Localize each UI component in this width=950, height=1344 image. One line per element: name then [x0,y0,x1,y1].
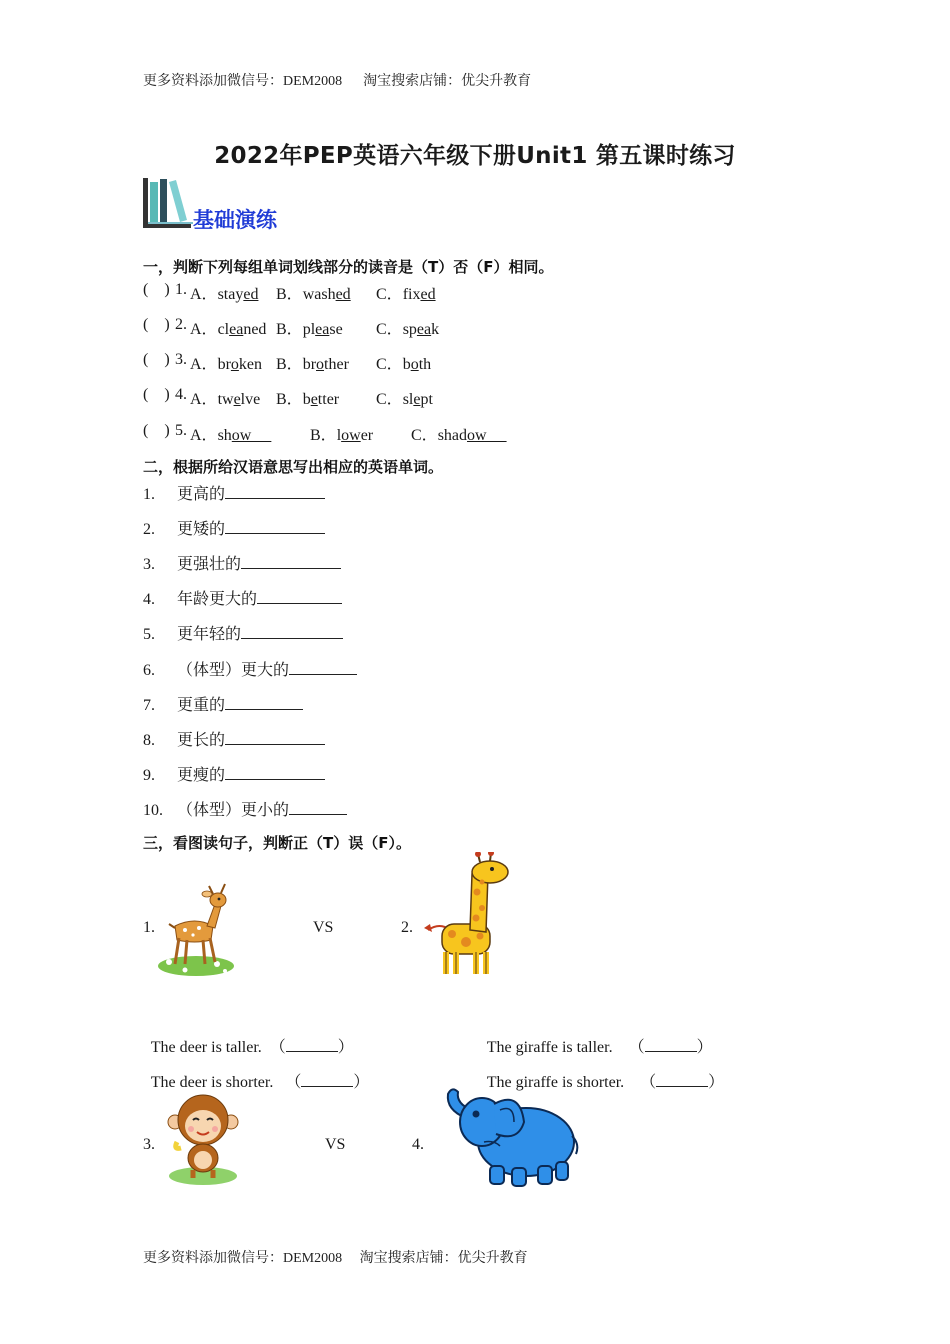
option-a [190,351,262,374]
underlined-part: ea [416,321,432,338]
chinese-prompt: 更重的 [177,696,226,714]
chinese-prompt: 更强壮的 [177,556,242,574]
word-part: lve [240,391,261,408]
word-part: wash [302,286,336,303]
word-part: ned [243,321,267,338]
underlined-part: e [233,391,241,408]
option-c [376,386,433,409]
option-letter: A． [190,427,218,444]
underlined-part: ed [335,286,351,303]
option-c [376,316,439,339]
word-part: pl [302,321,316,338]
option-letter: A． [190,391,218,408]
underlined-part: ow [341,427,361,444]
chinese-prompt: 更长的 [177,731,226,749]
question-number: 6. [143,661,155,679]
deer-image [155,880,237,980]
word-part: tter [317,391,340,408]
word-part: br [302,356,317,373]
question-number: 10. [143,801,163,819]
section-banner-title: 基础演练 [193,208,277,232]
word-part: ther [324,356,349,373]
answer-blank[interactable] [645,1037,697,1052]
question-number: 8. [143,731,155,749]
paren-open: （ [285,1074,302,1091]
word-part: sp [402,321,417,338]
word-part: cl [217,321,230,338]
sentence-text: The deer is shorter. [150,1074,274,1091]
paren-open: （ [640,1074,657,1091]
paren-close: ） [353,1074,370,1091]
answer-blank[interactable] [241,624,343,639]
underlined-part: ow [467,427,507,444]
vocab-question-row [143,516,325,539]
option-a [190,422,271,445]
section3-heading: 三，看图读句子，判断正（T）误（F）。 [143,834,411,852]
paren-close: ） [337,1039,354,1056]
question-number: 5. [175,422,187,439]
option-letter: A． [190,286,218,303]
option-letter: A． [190,321,218,338]
option-letter: A． [190,356,218,373]
option-letter: B． [310,427,337,444]
answer-paren[interactable]: ( ) [143,316,170,333]
word-part: fix [402,286,421,303]
chinese-prompt: 更年轻的 [177,626,242,644]
vocab-question-row [143,481,325,504]
answer-paren[interactable]: ( ) [143,351,170,368]
paren-close: ） [708,1074,725,1091]
sentence-deer-shorter [143,1051,369,1092]
question-number: 5. [143,626,155,644]
header-note: 更多资料添加微信号：DEM2008 淘宝搜索店铺：优尖升教育 [143,74,532,89]
vocab-question-row [143,727,325,750]
answer-paren[interactable]: ( ) [143,422,170,439]
answer-paren[interactable]: ( ) [143,281,170,298]
question-number: 3. [175,351,187,368]
word-part: stay [217,286,244,303]
vocab-question-row [143,692,303,715]
option-b [310,422,373,445]
vocab-question-row [143,621,343,644]
word-part: b [302,391,311,408]
option-letter: B． [276,391,303,408]
question-number: 1. [143,486,155,503]
answer-blank[interactable] [289,660,357,675]
option-letter: B． [276,286,303,303]
vocab-question-row [143,797,347,820]
underlined-part: ea [229,321,244,338]
word-part: ken [238,356,262,373]
giraffe-image [420,852,520,980]
underlined-part: o [230,356,239,373]
versus-label-2: VS [325,1136,346,1153]
option-b [276,351,349,374]
option-letter: C． [411,427,438,444]
question-number: 4. [143,591,155,609]
chinese-prompt: 更矮的 [177,521,226,539]
vocab-question-row [143,657,357,680]
word-part: tw [217,391,234,408]
section2-heading: 二，根据所给汉语意思写出相应的英语单词。 [143,458,444,476]
option-a [190,316,266,339]
word-part: br [217,356,231,373]
chinese-prompt: 年龄更大的 [177,591,258,609]
underlined-part: ed [420,286,436,303]
answer-blank[interactable] [286,1037,338,1052]
word-part: se [329,321,343,338]
footer-note: 更多资料添加微信号：DEM2008 淘宝搜索店铺：优尖升教育 [143,1251,528,1266]
sentence-text: The giraffe is shorter. [486,1074,625,1091]
answer-blank[interactable] [225,695,303,710]
paren-open: （ [628,1039,645,1056]
option-a [190,281,258,304]
option-letter: C． [376,321,403,338]
sentence-text: The giraffe is taller. [486,1039,613,1056]
answer-blank[interactable] [301,1072,353,1087]
paren-close: ） [696,1039,713,1056]
option-b [276,281,351,304]
vocab-question-row [143,586,342,609]
underlined-part: o [316,356,325,373]
option-letter: B． [276,356,303,373]
word-part: b [402,356,411,373]
option-c [376,281,436,304]
word-part: sh [217,427,232,444]
paren-open: （ [269,1039,286,1056]
monkey-image [165,1092,241,1188]
word-part: k [431,321,440,338]
word-part: er [360,427,374,444]
option-b [276,316,343,339]
answer-blank[interactable] [225,519,325,534]
answer-blank[interactable] [225,730,325,745]
picture-number-2: 2. [401,919,413,936]
answer-blank[interactable] [241,554,341,569]
chinese-prompt: 更高的 [177,486,226,503]
vocab-question-row [143,762,325,785]
underlined-part: ea [315,321,330,338]
sentence-text: The deer is taller. [150,1039,262,1056]
option-letter: C． [376,356,403,373]
page-title: 2022年PEP英语六年级下册Unit1 第五课时练习 [214,143,736,169]
word-part: shad [437,427,468,444]
answer-blank[interactable] [225,484,325,499]
section1-heading: 一，判断下列每组单词划线部分的读音是（T）否（F）相同。 [143,258,554,276]
question-number: 3. [143,556,155,574]
vocab-question-row [143,551,341,574]
picture-number-1: 1. [143,919,155,936]
underlined-part: ed [243,286,259,303]
option-letter: C． [376,391,403,408]
option-c [411,422,507,445]
underlined-part: ow [231,427,272,444]
chinese-prompt: （体型）更大的 [177,661,290,679]
answer-blank[interactable] [656,1072,708,1087]
underlined-part: e [310,391,318,408]
question-number: 4. [175,386,187,403]
picture-number-4: 4. [412,1136,424,1153]
picture-number-3: 3. [143,1136,155,1153]
option-a [190,386,260,409]
question-number: 2. [175,316,187,333]
answer-paren[interactable]: ( ) [143,386,170,403]
option-c [376,351,431,374]
chinese-prompt: 更瘦的 [177,766,226,784]
chinese-prompt: （体型）更小的 [177,801,290,819]
question-number: 2. [143,521,155,539]
option-b [276,386,339,409]
option-letter: B． [276,321,303,338]
answer-blank[interactable] [289,800,347,815]
question-number: 9. [143,766,155,784]
word-part: l [336,427,342,444]
word-part: th [418,356,432,373]
word-part: sl [402,391,414,408]
underlined-part: e [413,391,421,408]
versus-label-1: VS [313,919,334,936]
underlined-part: o [410,356,419,373]
question-number: 7. [143,696,155,714]
question-number: 1. [175,281,187,298]
answer-blank[interactable] [225,765,325,780]
option-letter: C． [376,286,403,303]
word-part: pt [420,391,433,408]
elephant-image [438,1082,588,1192]
answer-blank[interactable] [257,589,342,604]
